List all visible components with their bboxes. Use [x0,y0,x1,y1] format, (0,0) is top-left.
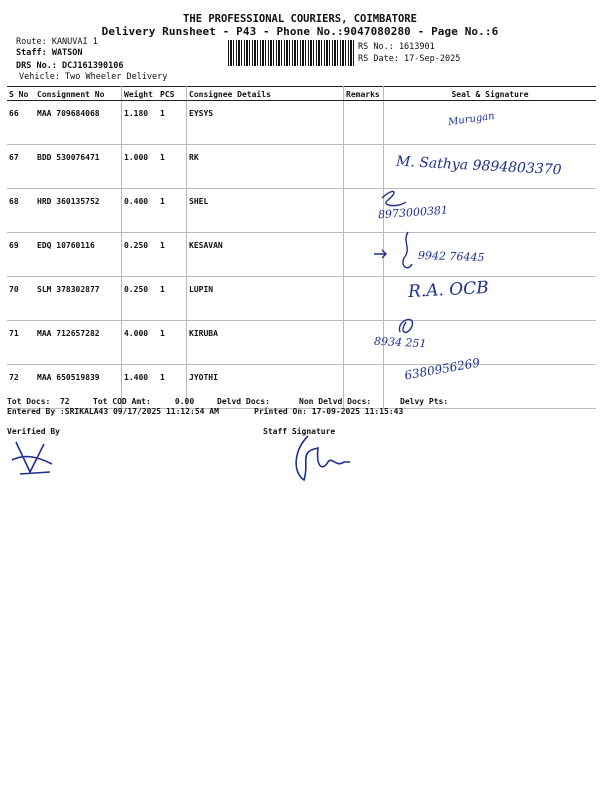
handwritten-signature-68: 8973000381 [377,203,449,222]
col-consignment: Consignment No [35,87,122,101]
runsheet-table [7,86,596,409]
row-sno: 67 [7,145,35,189]
signature-scribble-68 [374,186,414,216]
total-cod-amount: Tot COD Amt: 0.00 [93,397,195,406]
col-consignee: Consignee Details [187,87,344,101]
row-sno: 72 [7,365,35,409]
verified-by-label: Verified By [7,427,60,436]
col-remarks: Remarks [344,87,384,101]
row-pcs: 1 [158,277,187,321]
row-pcs: 1 [158,145,187,189]
row-consignee: SHEL [187,189,344,233]
row-weight: 1.000 [122,145,159,189]
row-consignee: KESAVAN [187,233,344,277]
row-consignment: MAA 712657282 [35,321,122,365]
barcode [228,40,354,66]
row-weight: 0.250 [122,277,159,321]
row-consignee: KIRUBA [187,321,344,365]
row-pcs: 1 [158,233,187,277]
printed-on: Printed On: 17-09-2025 11:15:43 [254,407,404,416]
verified-by-signature [10,438,60,478]
table-row [7,101,596,145]
row-consignment: HRD 360135752 [35,189,122,233]
row-consignee: JYOTHI [187,365,344,409]
non-delivered-docs: Non Delvd Docs: [299,397,372,406]
row-pcs: 1 [158,189,187,233]
row-weight: 0.400 [122,189,159,233]
delivery-points: Delvy Pts: [400,397,449,406]
row-sno: 71 [7,321,35,365]
handwritten-signature-67: M. Sathya 9894803370 [395,153,562,179]
row-remarks [344,101,384,145]
table-row [7,233,596,277]
handwritten-signature-71: 8934 251 [373,334,427,351]
handwritten-signature-70: R.A. OCB [407,277,490,303]
total-docs: Tot Docs: 72 [7,397,70,406]
row-consignee: RK [187,145,344,189]
row-consignee: LUPIN [187,277,344,321]
row-sno: 66 [7,101,35,145]
col-seal-signature: Seal & Signature [384,87,597,101]
staff-label: Staff: WATSON [16,48,83,58]
row-weight: 4.000 [122,321,159,365]
company-title: THE PROFESSIONAL COURIERS, COIMBATORE [183,13,417,25]
row-remarks [344,277,384,321]
rs-date: RS Date: 17-Sep-2025 [358,54,461,64]
col-sno: S No [7,87,35,101]
handwritten-signature-72: 6380956269 [403,355,481,383]
row-sno: 70 [7,277,35,321]
staff-signature-label: Staff Signature [263,427,336,436]
row-pcs: 1 [158,365,187,409]
row-remarks [344,145,384,189]
row-consignment: MAA 650519839 [35,365,122,409]
rs-number: RS No.: 1613901 [358,42,435,52]
row-consignment: SLM 378302877 [35,277,122,321]
row-weight: 1.400 [122,365,159,409]
drs-number: DRS No.: DCJ161390106 [16,61,124,71]
row-weight: 1.180 [122,101,159,145]
row-sno: 69 [7,233,35,277]
handwritten-signature-69: 9942 76445 [417,248,485,265]
delivered-docs: Delvd Docs: [217,397,270,406]
col-pcs: PCS [158,87,187,101]
entered-by: Entered By :SRIKALA43 09/17/2025 11:12:54 AM [7,407,219,416]
row-weight: 0.250 [122,233,159,277]
row-sno: 68 [7,189,35,233]
row-consignee: EYSYS [187,101,344,145]
handwritten-signature-66: Murugan [447,110,496,129]
table-row [7,189,596,233]
route-label: Route: KANUVAI 1 [16,37,98,47]
row-pcs: 1 [158,321,187,365]
row-consignment: MAA 709684068 [35,101,122,145]
row-consignment: BDD 530076471 [35,145,122,189]
table-header-row [7,87,596,101]
runsheet-title: Delivery Runsheet - P43 - Phone No.:9047080280 - Page No.:6 [101,25,499,38]
row-signature [384,101,597,145]
vehicle-label: Vehicle: Two Wheeler Delivery [19,72,168,82]
row-consignment: EDQ 10760116 [35,233,122,277]
col-weight: Weight [122,87,159,101]
table-row [7,277,596,321]
row-pcs: 1 [158,101,187,145]
signature-scribble-69 [372,228,422,278]
signature-scribble-71 [394,312,424,342]
table-row [7,321,596,365]
staff-signature [288,432,358,487]
